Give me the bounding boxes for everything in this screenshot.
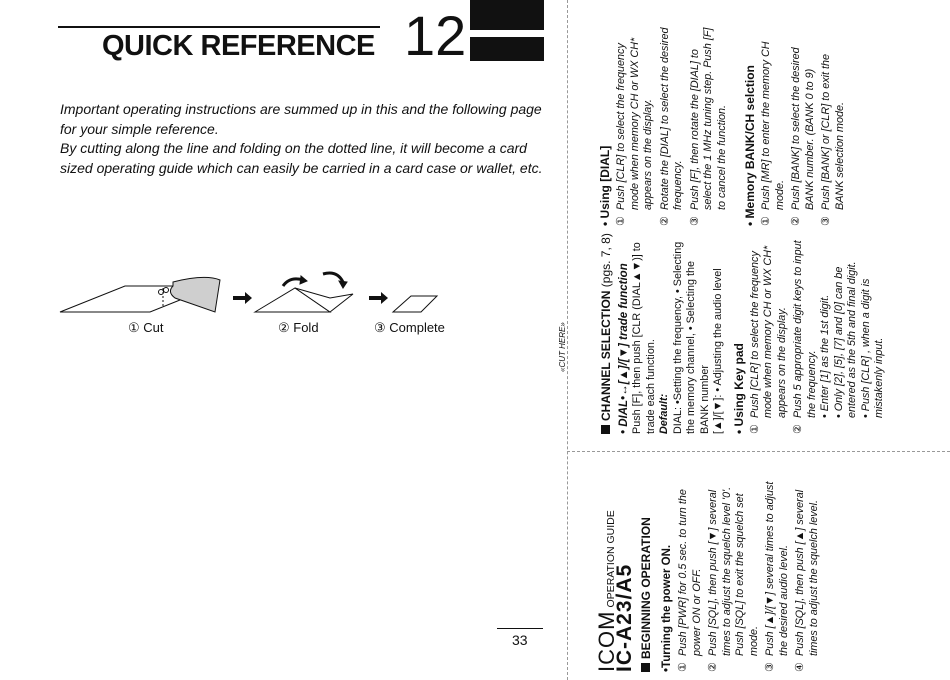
section-heading <box>598 232 614 434</box>
cut-line-vertical <box>567 0 568 680</box>
list-item: ④ Push [SQL], then push [▲] several times to adjust the squelch level. <box>794 467 821 672</box>
step-complete-label: ③ Complete <box>374 320 445 335</box>
icom-logo: ICOM <box>594 610 619 672</box>
page-number-rule <box>497 628 543 629</box>
list-item-text: Rotate the [DIAL] to select the desired frequency. <box>658 27 684 210</box>
fold-illustration <box>255 273 353 312</box>
operation-guide-label: OPERATION GUIDE <box>605 510 617 608</box>
cut-illustration <box>60 277 220 312</box>
default-label: Default: <box>658 393 670 434</box>
list-item: ② Push [BANK] to select the desired BANK number. (BANK 0 to 9) <box>790 24 817 226</box>
list-item-text: Push [CLR] to select the frequency mode when memory CH or WX CH* appears on the display. <box>615 37 654 210</box>
section-heading <box>638 467 654 672</box>
header-rule <box>58 26 380 28</box>
intro-paragraph-1: Important operating instructions are summed up in this and the following page for your simple reference. <box>60 101 542 137</box>
list-item: ② Push [SQL], then push [▼] several times to adjust the squelch level '0'. Push [SQL] to exit the squelch set mode. <box>707 467 761 672</box>
list-item-text: Push [PWR] for 0.5 sec. to turn the power ON or OFF. <box>677 489 703 656</box>
chapter-number: 12 <box>404 4 467 67</box>
model-name: IC-A23/A5 <box>613 563 636 672</box>
list-item-text: Push [SQL], then push [▲] several times to adjust the squelch level. <box>794 489 820 656</box>
list-item: ① Push [CLR] to select the frequency mode when memory CH or WX CH* appears on the display. <box>615 24 656 226</box>
memory-bank-heading: • Memory BANK/CH selction <box>743 65 757 226</box>
arrow-icon <box>233 292 252 304</box>
list-item: ② Push 5 appropriate digit keys to input the frequency. • Enter [1] as the 1st digit. • Only [2], [5], [7] and [0] can be entered as the 5th and final digit. • Push [CLR] , when a digit is mistakenly input. <box>792 232 887 434</box>
list-item: ② Rotate the [DIAL] to select the desired frequency. <box>659 24 686 226</box>
fold-line-horizontal <box>567 451 950 452</box>
intro-paragraph-2: By cutting along the line and folding on the dotted line, it will become a card sized operating guide which can easily be carried in a card case or wallet, etc. <box>60 140 543 176</box>
beginning-operation-title: BEGINNING OPERATION <box>639 517 653 659</box>
page-number: 33 <box>512 632 528 648</box>
keypad-heading: • Using Key pad <box>731 343 746 434</box>
list-item-text: Push [CLR] to select the frequency mode when memory CH or WX CH* appears on the display. <box>748 245 788 418</box>
list-item-text: Push [BANK] to select the desired BANK number. (BANK 0 to 9) <box>790 47 816 210</box>
reference-card-top <box>594 12 919 440</box>
complete-card-illustration <box>393 296 437 312</box>
list-item: ① Push [CLR] to select the frequency mode when memory CH or WX CH* appears on the display. <box>749 232 790 434</box>
default-text: DIAL: •Setting the frequency, • Selecting the memory channel, • Selecting the BANK number <box>671 241 711 434</box>
page-title: QUICK REFERENCE <box>102 30 375 62</box>
list-item-text <box>792 232 887 418</box>
dial-trade-heading: • DIAL•↔[▲]/[▼] trade function <box>618 263 630 434</box>
channel-selection-column <box>598 226 915 434</box>
list-item-main: Push 5 appropriate digit keys to input the frequency. <box>792 240 818 418</box>
channel-selection-title: CHANNEL SELECTION <box>599 290 613 421</box>
cut-fold-diagram <box>55 268 455 318</box>
list-item-text: Push [SQL], then push [▼] several times to adjust the squelch level '0'. Push [SQL] to exit the squelch set mode. <box>707 486 760 656</box>
step-cut-label: ① Cut <box>128 320 164 335</box>
list-item: ① Push [PWR] for 0.5 sec. to turn the power ON or OFF. <box>677 467 704 672</box>
chapter-tab-bar-lower <box>470 37 544 61</box>
list-sub-item: • Push [CLR] , when a digit is mistakenly input. <box>859 278 885 418</box>
intro-text <box>60 100 546 178</box>
list-sub-item: • Enter [1] as the 1st digit. <box>819 294 831 418</box>
cut-here-label: «CUT HERE» <box>558 322 567 372</box>
list-item-text: Push [MR] to enter the memory CH mode. <box>760 41 786 210</box>
dial-memory-column <box>598 18 915 226</box>
dial-trade-text: Push [F], then push [CLR (DIAL▲▼)] to trade each function. <box>631 242 657 434</box>
list-sub-item: • Only [2], [5], [7] and [0] can be entered as the 5th and final digit. <box>832 261 858 418</box>
chapter-tab-bar <box>470 0 544 30</box>
arrows-text: [▲]/[▼]: • Adjusting the audio level <box>712 268 724 434</box>
list-item-text: Push [▲]/[▼] several times to adjust the desired audio level. <box>764 481 790 656</box>
step-fold-label: ② Fold <box>278 320 319 335</box>
list-item: ③ Push [F], then rotate the [DIAL] to select the 1 MHz tuning step. Push [F] to cancel the function. <box>689 24 730 226</box>
list-item-text: Push [BANK] or [CLR] to exit the BANK selection mode. <box>820 53 846 210</box>
page-reference: (pgs. 7, 8) <box>599 233 613 288</box>
arrow-icon <box>369 292 388 304</box>
list-item: ③ Push [BANK] or [CLR] to exit the BANK selection mode. <box>820 24 847 226</box>
using-dial-heading: • Using [DIAL] <box>598 145 612 226</box>
list-item: ③ Push [▲]/[▼] several times to adjust the desired audio level. <box>764 467 791 672</box>
list-item-text: Push [F], then rotate the [DIAL] to select the 1 MHz tuning step. Push [F] to cancel the function. <box>688 27 728 210</box>
list-item: ① Push [MR] to enter the memory CH mode. <box>760 24 787 226</box>
power-on-heading: •Turning the power ON. <box>661 544 673 672</box>
square-bullet-icon <box>601 425 610 434</box>
square-bullet-icon <box>641 663 650 672</box>
reference-card-bottom <box>594 463 898 676</box>
